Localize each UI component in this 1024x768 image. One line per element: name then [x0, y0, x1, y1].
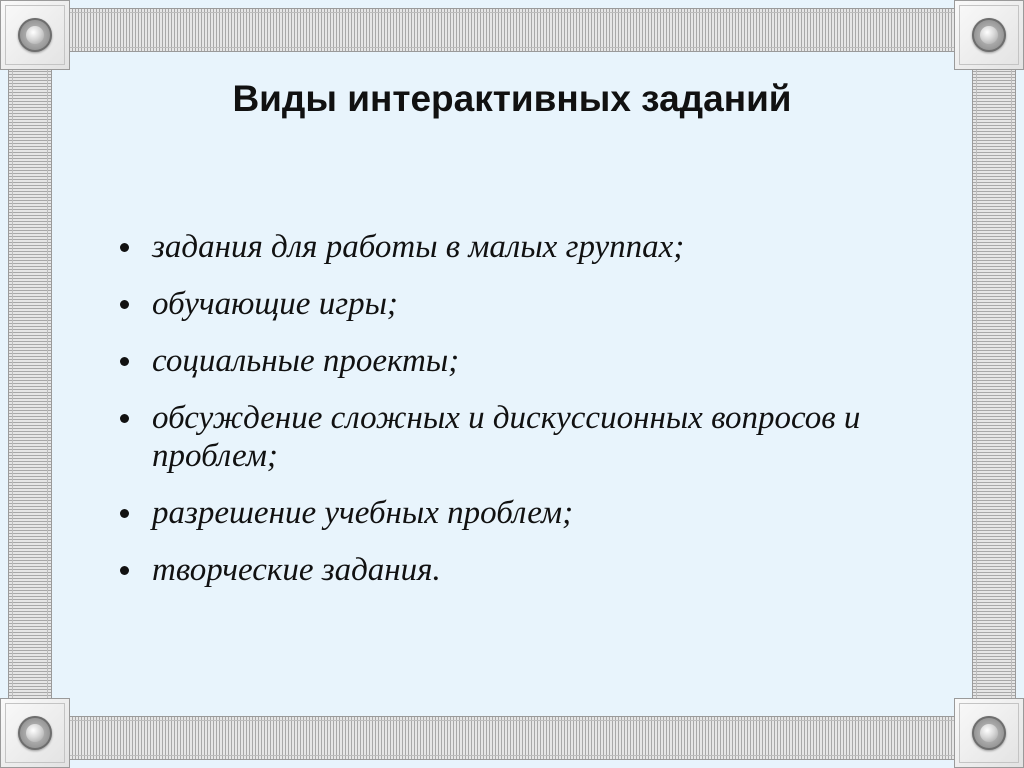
- frame-top-bar: [60, 8, 964, 52]
- bolt-icon: [18, 716, 52, 750]
- bullet-icon: [120, 357, 129, 366]
- list-item: [112, 551, 912, 589]
- slide-title: Виды интерактивных заданий: [232, 78, 792, 119]
- list-item-text: обсуждение сложных и дискуссионных вопросов и проблем;: [152, 400, 861, 474]
- frame-right-bar: [972, 60, 1016, 708]
- bolt-icon: [18, 18, 52, 52]
- list-item-text: социальные проекты;: [152, 343, 460, 379]
- list-item-text: обучающие игры;: [152, 286, 398, 322]
- list-item-text: разрешение учебных проблем;: [152, 495, 574, 531]
- list-item: [112, 285, 912, 323]
- bolt-icon: [972, 18, 1006, 52]
- bullet-icon: [120, 509, 129, 518]
- list-item: [112, 399, 912, 475]
- bullet-list: [112, 228, 912, 608]
- list-item-text: творческие задания.: [152, 552, 441, 588]
- bullet-icon: [120, 414, 129, 423]
- bullet-icon: [120, 566, 129, 575]
- frame-corner-top-left: [0, 0, 70, 70]
- frame-corner-bottom-right: [954, 698, 1024, 768]
- frame-left-bar: [8, 60, 52, 708]
- frame-corner-top-right: [954, 0, 1024, 70]
- list-item: [112, 494, 912, 532]
- list-item: [112, 342, 912, 380]
- bullet-icon: [120, 243, 129, 252]
- frame-corner-bottom-left: [0, 698, 70, 768]
- list-item-text: задания для работы в малых группах;: [152, 229, 685, 265]
- list-item: [112, 228, 912, 266]
- frame-bottom-bar: [60, 716, 964, 760]
- bullet-icon: [120, 300, 129, 309]
- bolt-icon: [972, 716, 1006, 750]
